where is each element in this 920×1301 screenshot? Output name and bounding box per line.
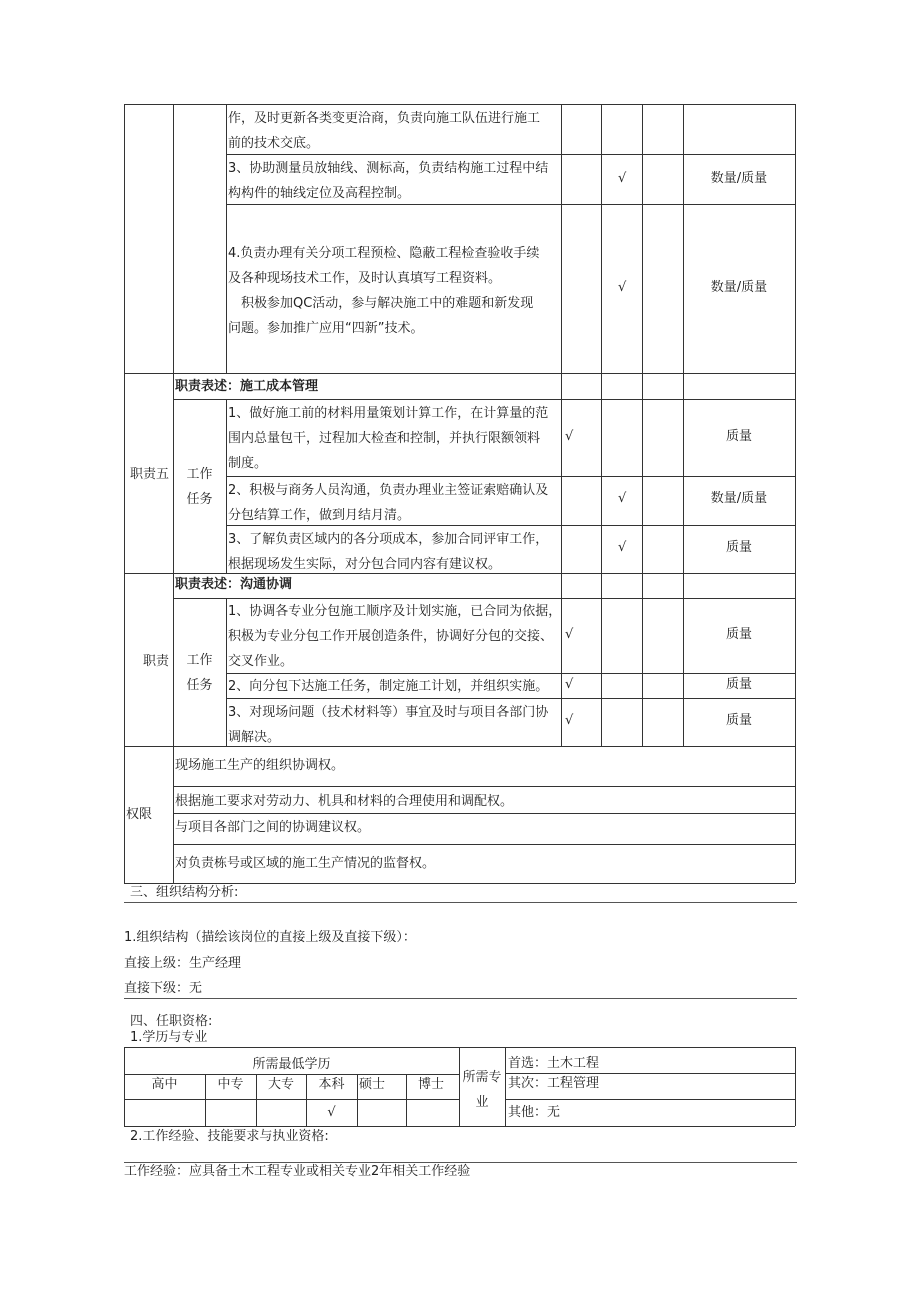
authority-item: 根据施工要求对劳动力、机具和材料的合理使用和调配权。	[175, 794, 514, 809]
duty-cell-text: 1、协调各专业分包施工顺序及计划实施，已合同为依据， 积极为专业分包工作开展创造条件，协调好分包的交接、 交叉作业。	[228, 604, 562, 669]
duty6-statement: 职责表述：沟通协调	[175, 577, 293, 592]
divider	[124, 998, 797, 999]
duty-cell-text: 2、向分包下达施工任务，制定施工计划，并组织实施。	[228, 679, 549, 694]
authority-item: 对负责栋号或区域的施工生产情况的监督权。	[175, 856, 436, 871]
checkmark: √	[618, 280, 627, 295]
measure-label: 质量	[725, 713, 752, 728]
duty5-statement: 职责表述：施工成本管理	[175, 379, 319, 394]
edu-mark: √	[327, 1105, 336, 1120]
authority-label: 权限	[126, 807, 153, 822]
measure-label: 质量	[725, 677, 752, 692]
duty6-task-label: 工作 任务	[186, 653, 213, 693]
checkmark: √	[618, 491, 627, 506]
edu-level: 硕士	[359, 1077, 386, 1092]
major-second: 其次：工程管理	[508, 1076, 600, 1091]
checkmark: √	[565, 429, 574, 444]
measure-label: 数量/质量	[710, 280, 768, 295]
edu-level: 中专	[217, 1077, 244, 1092]
experience-subtitle: 2.工作经验、技能要求与执业资格:	[130, 1129, 329, 1144]
duty-cell-text: 3、了解负责区域内的各分项成本，参加合同评审工作， 根据现场发生实际，对分包合同内容有建议权。	[228, 532, 549, 572]
measure-label: 数量/质量	[710, 491, 768, 506]
duty-cell-text: 作，及时更新各类变更洽商，负责向施工队伍进行施工 前的技术交底。	[228, 111, 541, 151]
major-label: 所需专 业	[462, 1070, 502, 1110]
work-experience: 工作经验：应具备土木工程专业或相关专业2年相关工作经验	[124, 1164, 471, 1179]
measure-label: 质量	[725, 627, 752, 642]
duty-cell-text: 2、积极与商务人员沟通，负责办理业主签证索赔确认及 分包结算工作，做到月结月清。	[228, 483, 549, 523]
duty5-task-label: 工作 任务	[186, 467, 213, 507]
education-header: 所需最低学历	[252, 1057, 331, 1072]
duty5-label: 职责五	[130, 467, 170, 482]
measure-label: 数量/质量	[710, 171, 768, 186]
checkmark: √	[565, 713, 574, 728]
direct-subordinate: 直接下级：无	[124, 981, 203, 996]
checkmark: √	[565, 677, 574, 692]
divider	[124, 902, 797, 903]
checkmark: √	[618, 540, 627, 555]
section4-title: 四、任职资格:	[130, 1014, 213, 1029]
measure-label: 质量	[725, 429, 752, 444]
edu-level: 高中	[151, 1077, 178, 1092]
measure-label: 质量	[725, 540, 752, 555]
duty-cell-text: 4.负责办理有关分项工程预检、隐蔽工程检查验收手续 及各种现场技术工作，及时认真填写工程资料。 积极参加QC活动，参与解决施工中的难题和新发现 问题。参加推广应用“四新”技术。	[228, 246, 540, 336]
checkmark: √	[565, 627, 574, 642]
edu-level: 大专	[267, 1077, 294, 1092]
duty-cell-text: 1、做好施工前的材料用量策划计算工作，在计算量的范 围内总量包干，过程加大检查和控制，并执行限额领料 制度。	[228, 406, 549, 471]
major-first: 首选：土木工程	[508, 1056, 600, 1071]
org-structure-item: 1.组织结构（描绘该岗位的直接上级及直接下级）：	[124, 930, 416, 945]
education-subtitle: 1.学历与专业	[130, 1030, 208, 1045]
checkmark: √	[618, 171, 627, 186]
major-other: 其他：无	[508, 1105, 561, 1120]
section3-title: 三、组织结构分析:	[130, 885, 239, 900]
direct-superior: 直接上级：生产经理	[124, 956, 242, 971]
edu-level: 博士	[418, 1077, 445, 1092]
authority-item: 现场施工生产的组织协调权。	[175, 758, 345, 773]
duty-cell-text: 3、对现场问题（技术材料等）事宜及时与项目各部门协 调解决。	[228, 705, 549, 745]
duty-cell-text: 3、协助测量员放轴线、测标高，负责结构施工过程中结 构构件的轴线定位及高程控制。	[228, 161, 549, 201]
edu-level: 本科	[318, 1077, 345, 1092]
authority-item: 与项目各部门之间的协调建议权。	[175, 820, 371, 835]
duty6-label: 职责	[143, 654, 170, 669]
